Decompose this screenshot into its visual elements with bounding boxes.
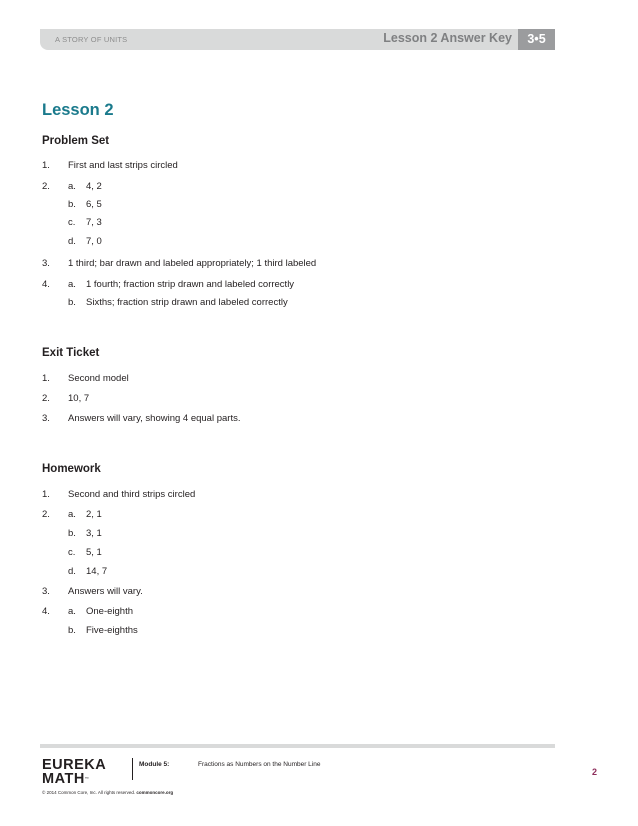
module-name: Fractions as Numbers on the Number Line — [198, 761, 321, 768]
item-number: 2. — [42, 509, 50, 520]
sub-letter: b. — [68, 199, 76, 210]
answer-text: 4, 2 — [86, 181, 102, 192]
answer-text: Sixths; fraction strip drawn and labeled correctly — [86, 297, 288, 308]
sub-letter: d. — [68, 566, 76, 577]
answer-text: Second and third strips circled — [68, 489, 196, 500]
item-number: 3. — [42, 258, 50, 269]
homework-title: Homework — [42, 463, 101, 475]
answer-key-title: Lesson 2 Answer Key — [383, 31, 512, 45]
answer-text: 10, 7 — [68, 393, 90, 404]
answer-text: 7, 3 — [86, 217, 102, 228]
sub-letter: c. — [68, 547, 76, 558]
item-number: 4. — [42, 279, 50, 290]
answer-text: First and last strips circled — [68, 160, 178, 171]
page-number: 2 — [592, 767, 598, 777]
exit-ticket-title: Exit Ticket — [42, 347, 100, 359]
sub-letter: b. — [68, 297, 76, 308]
answer-text: 5, 1 — [86, 547, 102, 558]
copyright-text: © 2014 Common Core, Inc. All rights reserved. — [42, 790, 136, 795]
module-label: Module 5: — [139, 761, 170, 768]
footer-rule — [40, 744, 555, 748]
sub-letter: a. — [68, 181, 76, 192]
item-number: 1. — [42, 373, 50, 384]
sub-letter: a. — [68, 509, 76, 520]
sub-letter: a. — [68, 606, 76, 617]
item-number: 2. — [42, 181, 50, 192]
problem-set-title: Problem Set — [42, 135, 110, 147]
footer-divider — [132, 758, 133, 780]
answer-text: One-eighth — [86, 606, 134, 617]
answer-text: Answers will vary, showing 4 equal parts. — [68, 413, 241, 424]
logo-line-1: EUREKA — [42, 757, 107, 773]
item-number: 2. — [42, 393, 50, 404]
copyright-notice — [42, 790, 173, 795]
answer-text: Second model — [68, 373, 129, 384]
answer-text: 6, 5 — [86, 199, 102, 210]
logo-word: MATH — [42, 771, 85, 787]
item-number: 3. — [42, 413, 50, 424]
item-number: 4. — [42, 606, 50, 617]
answer-text: Answers will vary. — [68, 586, 143, 597]
grade-module-badge: 3•5 — [518, 29, 555, 50]
sub-letter: b. — [68, 625, 76, 636]
answer-text: 2, 1 — [86, 509, 102, 520]
sub-letter: c. — [68, 217, 76, 228]
eureka-math-logo — [42, 758, 106, 786]
story-of-units-label: A STORY OF UNITS — [55, 35, 128, 44]
answer-text: 3, 1 — [86, 528, 102, 539]
item-number: 1. — [42, 489, 50, 500]
item-number: 3. — [42, 586, 50, 597]
answer-text: 14, 7 — [86, 566, 108, 577]
copyright-site: commoncore.org — [136, 790, 174, 795]
lesson-title: Lesson 2 — [42, 101, 114, 119]
sub-letter: d. — [68, 236, 76, 247]
sub-letter: b. — [68, 528, 76, 539]
answer-text: 7, 0 — [86, 236, 102, 247]
answer-text: Five-eighths — [86, 625, 138, 636]
answer-text: 1 fourth; fraction strip drawn and labeled correctly — [86, 279, 295, 290]
answer-text: 1 third; bar drawn and labeled appropriately; 1 third labeled — [68, 258, 317, 269]
item-number: 1. — [42, 160, 50, 171]
trademark-mark: ™ — [84, 776, 90, 781]
sub-letter: a. — [68, 279, 76, 290]
logo-line-2 — [42, 772, 106, 786]
